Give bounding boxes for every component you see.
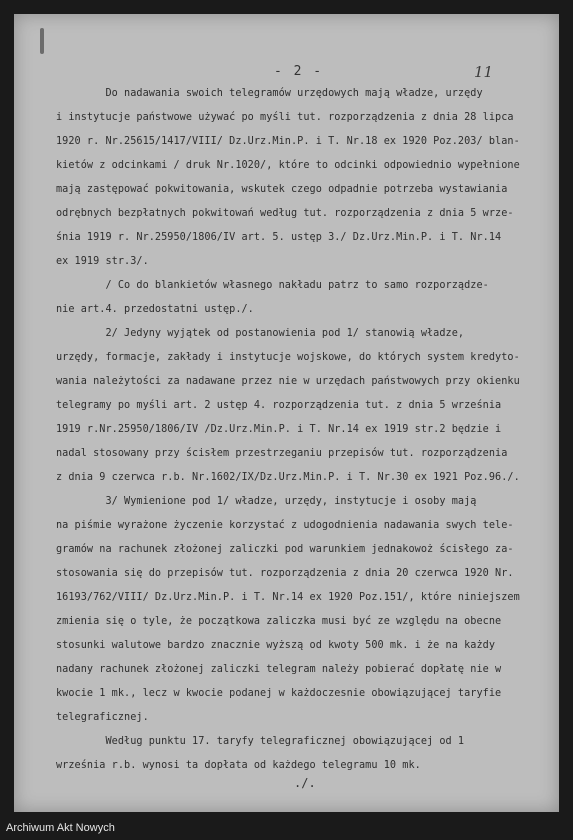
text-line: telegramy po myśli art. 2 ustęp 4. rozporządzenia tut. z dnia 5 września	[56, 400, 502, 411]
text-line: na piśmie wyrażone życzenie korzystać z udogodnienia nadawania swych tele-	[56, 520, 514, 531]
text-line: 2/ Jedyny wyjątek od postanowienia pod 1/ stanowią władze,	[56, 328, 465, 339]
text-line: września r.b. wynosi ta dopłata od każdego telegramu 10 mk.	[56, 760, 421, 771]
text-line: ex 1919 str.3/.	[56, 256, 149, 267]
text-line: gramów na rachunek złożonej zaliczki pod warunkiem jednakowoż ścisłego za-	[56, 544, 514, 555]
text-line: śnia 1919 r. Nr.25950/1806/IV art. 5. ustęp 3./ Dz.Urz.Min.P. i T. Nr.14	[56, 232, 502, 243]
text-line: z dnia 9 czerwca r.b. Nr.1602/IX/Dz.Urz.Min.P. i T. Nr.30 ex 1921 Poz.96./.	[56, 472, 520, 483]
text-line: i instytucje państwowe używać po myśli tut. rozporządzenia z dnia 28 lipca	[56, 112, 514, 123]
text-line: / Co do blankietów własnego nakładu patrz to samo rozporządze-	[56, 280, 489, 291]
text-line: 1919 r.Nr.25950/1806/IV /Dz.Urz.Min.P. i T. Nr.14 ex 1919 str.2 będzie i	[56, 424, 502, 435]
text-line: Według punktu 17. taryfy telegraficznej obowiązującej od 1	[56, 736, 465, 747]
document-page	[14, 14, 559, 812]
punch-hole-mark	[40, 28, 44, 54]
text-line: 16193/762/VIII/ Dz.Urz.Min.P. i T. Nr.14 ex 1920 Poz.151/, które niniejszem	[56, 592, 520, 603]
text-line: mają zastępować pokwitowania, wskutek czego odpadnie potrzeba wystawiania	[56, 184, 508, 195]
archive-label: Archiwum Akt Nowych	[6, 822, 115, 834]
text-line: kwocie 1 mk., lecz w kwocie podanej w każdoczesnie obowiązującej taryfie	[56, 688, 502, 699]
text-line: nadal stosowany przy ścisłem przestrzeganiu przepisów tut. rozporządzenia	[56, 448, 508, 459]
text-line: kietów z odcinkami / druk Nr.1020/, które to odcinki odpowiednio wypełnione	[56, 160, 520, 171]
end-mark: ./.	[294, 776, 316, 790]
page-number: - 2 -	[274, 64, 324, 79]
text-line: nie art.4. przedostatni ustęp./.	[56, 304, 254, 315]
text-line: Do nadawania swoich telegramów urzędowych mają władze, urzędy	[56, 88, 483, 99]
text-line: stosowania się do przepisów tut. rozporządzenia z dnia 20 czerwca 1920 Nr.	[56, 568, 514, 579]
text-line: nadany rachunek złożonej zaliczki telegram należy pobierać dopłatę nie w	[56, 664, 502, 675]
text-line: 1920 r. Nr.25615/1417/VIII/ Dz.Urz.Min.P. i T. Nr.18 ex 1920 Poz.203/ blan-	[56, 136, 520, 147]
text-line: zmienia się o tyle, że początkowa zaliczka musi być ze względu na obecne	[56, 616, 502, 627]
text-line: urzędy, formacje, zakłady i instytucje wojskowe, do których system kredyto-	[56, 352, 520, 363]
text-line: 3/ Wymienione pod 1/ władze, urzędy, instytucje i osoby mają	[56, 496, 477, 507]
text-line: odrębnych bezpłatnych pokwitowań według tut. rozporządzenia z dnia 5 wrze-	[56, 208, 514, 219]
text-line: stosunki walutowe bardzo znacznie wyższą od kwoty 500 mk. i że na każdy	[56, 640, 496, 651]
text-line: wania należytości za nadawane przez nie w urzędach państwowych przy okienku	[56, 376, 520, 387]
folio-number: 11	[474, 63, 494, 81]
text-line: telegraficznej.	[56, 712, 149, 723]
